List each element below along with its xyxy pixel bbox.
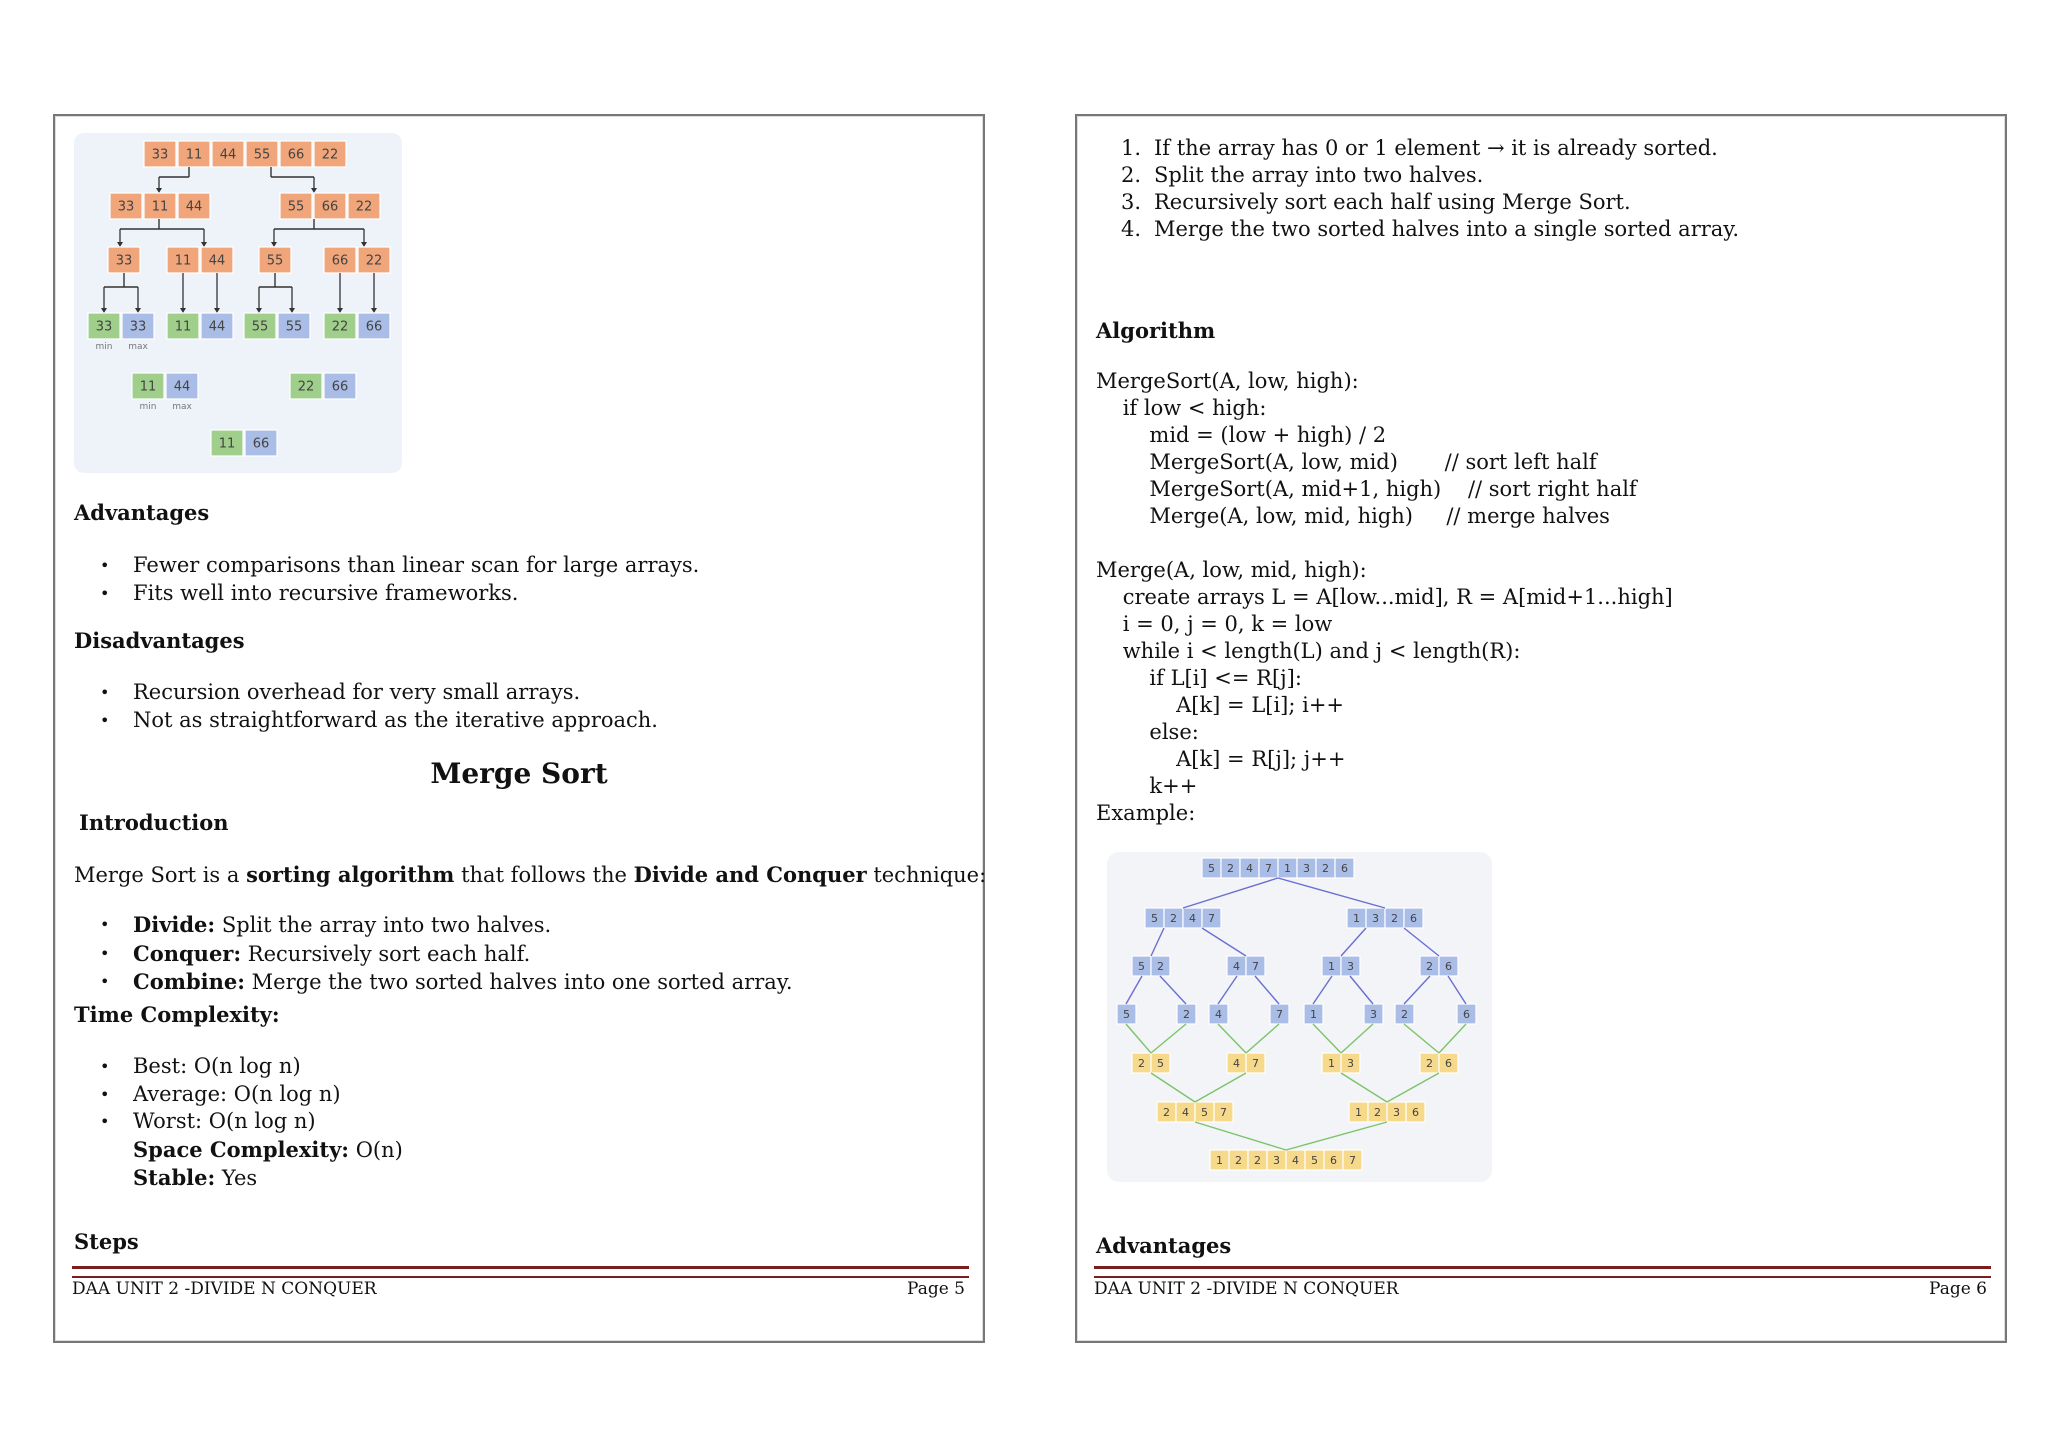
array-cell-value: 55 [253, 147, 271, 163]
complexity-list [74, 1053, 403, 1193]
array-cell-value: 55 [285, 319, 303, 335]
section-title: Merge Sort [430, 757, 608, 790]
array-cell-value: 7 [1220, 1105, 1227, 1119]
array-cell-value: 11 [174, 253, 192, 269]
advantages-heading: Advantages [74, 500, 210, 525]
disadvantages-heading: Disadvantages [74, 628, 245, 653]
array-cell-value: 7 [1276, 1007, 1283, 1021]
array-cell-value: 44 [173, 379, 191, 395]
array-cell-value: 1 [1284, 861, 1291, 875]
array-cell-value: 6 [1445, 1056, 1452, 1070]
array-cell-value: 66 [331, 253, 349, 269]
introduction-heading: Introduction [79, 810, 229, 835]
array-cell-value: 6 [1341, 861, 1348, 875]
array-cell-value: 2 [1426, 959, 1433, 973]
array-cell-value: 2 [1235, 1153, 1242, 1167]
list-item: • Not as straightforward as the iterative approach. [74, 707, 658, 735]
array-cell-value: 11 [185, 147, 203, 163]
array-cell-value: 7 [1252, 1056, 1259, 1070]
array-cell-value: 66 [321, 199, 339, 215]
array-cell-value: 1 [1310, 1007, 1317, 1021]
array-cell-value: 66 [365, 319, 383, 335]
algorithm-code [1096, 368, 1673, 827]
array-cell-value: 5 [1138, 959, 1145, 973]
array-cell-value: 2 [1391, 911, 1398, 925]
cell-label: min [139, 402, 157, 412]
list-item: • Conquer: Recursively sort each half. [74, 940, 793, 969]
list-item: • Divide: Split the array into two halves. [74, 911, 793, 940]
code-line [1096, 530, 1673, 557]
array-cell-value: 2 [1183, 1007, 1190, 1021]
array-cell-value: 33 [117, 199, 135, 215]
array-cell-value: 33 [151, 147, 169, 163]
array-cell-value: 22 [321, 147, 339, 163]
advantages-list [74, 552, 699, 607]
array-cell-value: 22 [331, 319, 349, 335]
array-cell-value: 5 [1311, 1153, 1318, 1167]
array-cell-value: 1 [1328, 959, 1335, 973]
cell-label: min [95, 342, 113, 352]
array-cell-value: 3 [1393, 1105, 1400, 1119]
footer-rule [72, 1266, 969, 1278]
array-cell-value: 55 [266, 253, 284, 269]
steps-list [1096, 135, 1739, 243]
array-cell-value: 2 [1227, 861, 1234, 875]
footer-title: DAA UNIT 2 -DIVIDE N CONQUER [1094, 1279, 1399, 1299]
array-cell-value: 3 [1372, 911, 1379, 925]
list-item: • Recursion overhead for very small arrays. [74, 679, 658, 707]
array-cell-value: 11 [151, 199, 169, 215]
divide-conquer-list [74, 911, 793, 997]
page-number: Page 6 [1929, 1279, 1987, 1299]
code-line: i = 0, j = 0, k = low [1096, 612, 1333, 636]
disadvantages-list [74, 679, 658, 734]
code-line: MergeSort(A, mid+1, high) // sort right half [1096, 477, 1637, 501]
code-line: A[k] = R[j]; j++ [1096, 747, 1346, 771]
array-cell-value: 6 [1410, 911, 1417, 925]
cell-label: max [172, 402, 192, 412]
array-cell-value: 4 [1182, 1105, 1189, 1119]
array-cell-value: 5 [1208, 861, 1215, 875]
array-cell-value: 2 [1157, 959, 1164, 973]
array-cell-value: 5 [1201, 1105, 1208, 1119]
code-line: k++ [1096, 774, 1198, 798]
array-cell-value: 7 [1265, 861, 1272, 875]
array-cell-value: 11 [174, 319, 192, 335]
code-line: if L[i] <= R[j]: [1096, 666, 1302, 690]
list-item: • Average: O(n log n) [74, 1081, 403, 1109]
array-cell-value: 2 [1322, 861, 1329, 875]
steps-heading: Steps [74, 1229, 139, 1254]
array-cell-value: 2 [1138, 1056, 1145, 1070]
list-item: • Best: O(n log n) [74, 1053, 403, 1081]
list-item: 4. Merge the two sorted halves into a single sorted array. [1121, 217, 1740, 241]
time-complexity-heading: Time Complexity: [74, 1002, 280, 1027]
array-cell-value: 4 [1215, 1007, 1222, 1021]
array-cell-value: 3 [1347, 959, 1354, 973]
cell-label: max [128, 342, 148, 352]
array-cell-value: 2 [1170, 911, 1177, 925]
array-cell-value: 44 [185, 199, 203, 215]
array-cell-value: 11 [139, 379, 157, 395]
array-cell-value: 3 [1370, 1007, 1377, 1021]
array-cell-value: 55 [287, 199, 305, 215]
array-cell-value: 2 [1374, 1105, 1381, 1119]
array-cell-value: 44 [208, 319, 226, 335]
min-max-diagram [74, 133, 402, 473]
advantages-heading: Advantages [1096, 1233, 1232, 1258]
merge-sort-diagram [1107, 852, 1492, 1182]
array-cell-value: 33 [129, 319, 147, 335]
intro-paragraph: Merge Sort is a sorting algorithm that follows the Divide and Conquer technique: [74, 862, 987, 887]
array-cell-value: 7 [1349, 1153, 1356, 1167]
array-cell-value: 22 [297, 379, 315, 395]
footer-rule [1094, 1266, 1991, 1278]
code-line: A[k] = L[i]; i++ [1096, 693, 1345, 717]
page-5 [53, 114, 985, 1343]
space-complexity: Space Complexity: O(n) [133, 1136, 403, 1162]
array-cell-value: 5 [1123, 1007, 1130, 1021]
array-cell-value: 22 [365, 253, 383, 269]
array-cell-value: 4 [1233, 1056, 1240, 1070]
algorithm-heading: Algorithm [1096, 318, 1216, 343]
list-item: • Fits well into recursive frameworks. [74, 580, 699, 608]
array-cell-value: 55 [251, 319, 269, 335]
list-item: 2. Split the array into two halves. [1121, 163, 1484, 187]
code-line: Example: [1096, 801, 1196, 825]
array-cell-value: 3 [1303, 861, 1310, 875]
list-item: 1. If the array has 0 or 1 element → it is already sorted. [1121, 136, 1718, 160]
code-line: else: [1096, 720, 1199, 744]
array-cell-value: 2 [1254, 1153, 1261, 1167]
array-cell-value: 1 [1216, 1153, 1223, 1167]
array-cell-value: 44 [219, 147, 237, 163]
array-cell-value: 66 [287, 147, 305, 163]
code-line: while i < length(L) and j < length(R): [1096, 639, 1521, 663]
array-cell-value: 6 [1463, 1007, 1470, 1021]
array-cell-value: 1 [1328, 1056, 1335, 1070]
stable: Stable: Yes [133, 1165, 258, 1190]
list-item: 3. Recursively sort each half using Merge Sort. [1121, 190, 1631, 214]
array-cell-value: 7 [1208, 911, 1215, 925]
array-cell-value: 66 [252, 436, 270, 452]
array-cell-value: 33 [115, 253, 133, 269]
array-cell-value: 4 [1233, 959, 1240, 973]
array-cell-value: 4 [1246, 861, 1253, 875]
list-item: • Worst: O(n log n) [74, 1108, 403, 1136]
code-line: create arrays L = A[low...mid], R = A[mid+1...high] [1096, 585, 1673, 609]
array-cell-value: 6 [1412, 1105, 1419, 1119]
page-6 [1075, 114, 2007, 1343]
array-cell-value: 2 [1426, 1056, 1433, 1070]
array-cell-value: 22 [355, 199, 373, 215]
array-cell-value: 6 [1445, 959, 1452, 973]
array-cell-value: 1 [1355, 1105, 1362, 1119]
array-cell-value: 7 [1252, 959, 1259, 973]
code-line: mid = (low + high) / 2 [1096, 423, 1387, 447]
code-line: Merge(A, low, mid, high): [1096, 558, 1367, 582]
list-item: • Fewer comparisons than linear scan for large arrays. [74, 552, 699, 580]
code-line: if low < high: [1096, 396, 1267, 420]
array-cell-value: 4 [1189, 911, 1196, 925]
array-cell-value: 66 [331, 379, 349, 395]
array-cell-value: 2 [1401, 1007, 1408, 1021]
footer-title: DAA UNIT 2 -DIVIDE N CONQUER [72, 1279, 377, 1299]
code-line: MergeSort(A, low, high): [1096, 369, 1359, 393]
page-number: Page 5 [907, 1279, 965, 1299]
array-cell-value: 33 [95, 319, 113, 335]
code-line: MergeSort(A, low, mid) // sort left half [1096, 450, 1597, 474]
array-cell-value: 44 [208, 253, 226, 269]
array-cell-value: 3 [1347, 1056, 1354, 1070]
array-cell-value: 5 [1157, 1056, 1164, 1070]
list-item: • Combine: Merge the two sorted halves into one sorted array. [74, 968, 793, 997]
code-line: Merge(A, low, mid, high) // merge halves [1096, 504, 1610, 528]
array-cell-value: 2 [1163, 1105, 1170, 1119]
array-cell-value: 11 [218, 436, 236, 452]
array-cell-value: 5 [1151, 911, 1158, 925]
array-cell-value: 1 [1353, 911, 1360, 925]
array-cell-value: 6 [1330, 1153, 1337, 1167]
array-cell-value: 4 [1292, 1153, 1299, 1167]
array-cell-value: 3 [1273, 1153, 1280, 1167]
